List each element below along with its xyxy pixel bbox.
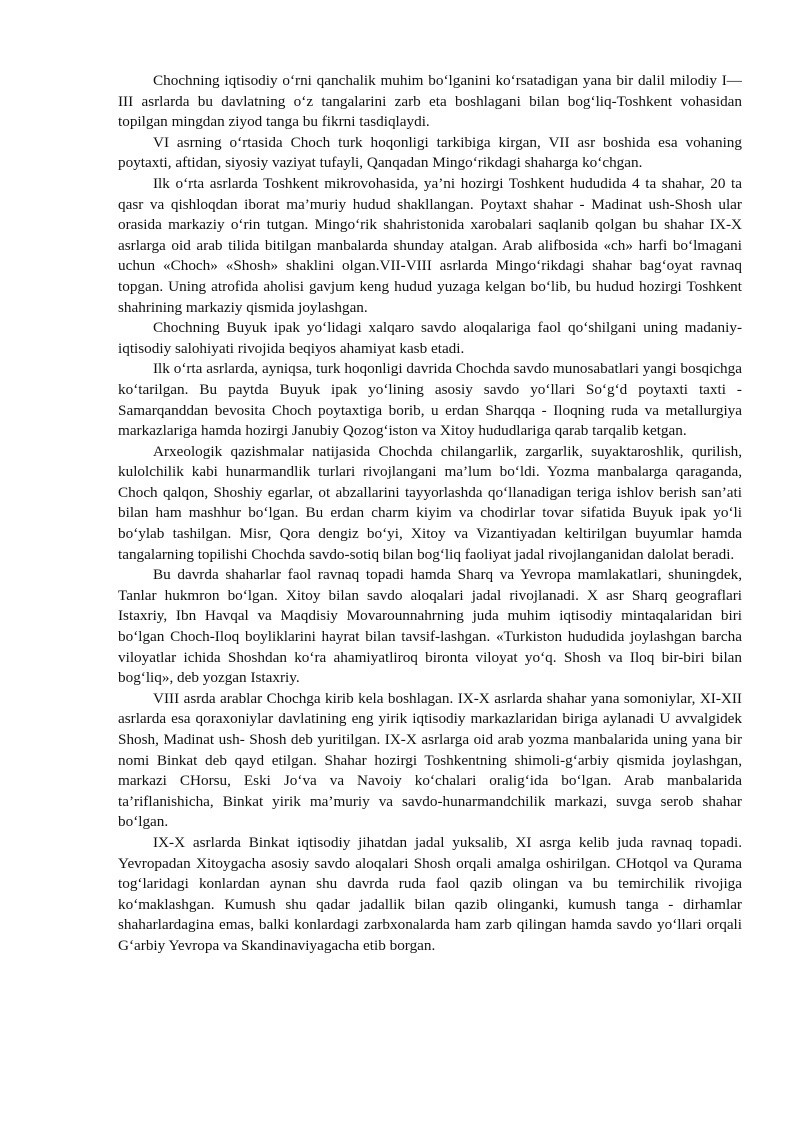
- paragraph-2: VI asrning o‘rtasida Choch turk hoqonligi tarkibiga kirgan, VII asr boshida esa vohaning poytaxti, aftidan, siyosiy vaziyat tufayli, Qanqadan Mingo‘rikdagi shaharga ko‘chgan.: [118, 133, 742, 172]
- paragraph-9: IX-X asrlarda Binkat iqtisodiy jihatdan jadal yuksalib, XI asrga kelib juda ravnaq topadi. Yevropadan Xitoygacha asosiy savdo aloqalari Shosh orqali amalga oshirilgan. CHotqol va Qurama tog‘laridagi konlardan aynan shu davrda ruda faol qazib olingan va bu temirchilik rivojiga ko‘maklashgan. Kumush shu qadar jadallik bilan qazib olinganki, kumush tanga - dirhamlar shaharlardagina emas, balki konlardagi zarbxonalarda ham zarb qilingan hamda savdo yo‘llari orqali G‘arbiy Yevropa va Skandinaviyagacha etib borgan.: [118, 833, 742, 954]
- paragraph-7: Bu davrda shaharlar faol ravnaq topadi hamda Sharq va Yevropa mamlakatlari, shuningdek, Tanlar hukmron bo‘lgan. Xitoy bilan savdo aloqalari jadal rivojlanadi. X asr Sharq geograflari Istaxriy, Ibn Havqal va Maqdisiy Movarounnahrning juda muhim iqtisodiy mintaqalaridan biri bo‘lgan Choch-Iloq boyliklarini hayrat bilan tavsif-lashgan. «Turkiston hududida joylashgan barcha viloyatlar ichida Shoshdan ko‘ra ahamiyatliroq bironta viloyat yo‘q. Shosh va Iloq bir-biri bilan bog‘liq», deb yozgan Istaxriy.: [118, 566, 742, 687]
- paragraph-6: Arxeologik qazishmalar natijasida Chochda chilangarlik, zargarlik, suyaktaroshlik, qurilish, kulolchilik kabi hunarmandlik turlari rivojlangani ma’lum bo‘ldi. Yozma manbalarga qaraganda, Choch qalqon, Shoshiy egarlar, ot abzallarini tayyorlashda qo‘llanadigan teriga ishlov berish san’ati bilan ham mashhur bo‘lgan. Bu erdan charm kiyim va chodirlar tovar sifatida Buyuk ipak yo‘li bo‘ylab tashilgan. Misr, Qora dengiz bo‘yi, Xitoy va Vizantiyadan keltirilgan buyumlar hamda tangalarning topilishi Chochda savdo-sotiq bilan bog‘liq faoliyat jadal rivojlanganidan dalolat beradi.: [118, 442, 742, 563]
- paragraph-8: VIII asrda arablar Chochga kirib kela boshlagan. IX-X asrlarda shahar yana somoniylar, XI-XII asrlarda esa qoraxoniylar davlatining eng yirik iqtisodiy markazlaridan biriga aylanadi U avvalgidek Shosh, Madinat ush- Shosh deb yuritilgan. IX-X asrlarga oid arab yozma manbalarida uning yana bir nomi Binkat deb qayd etilgan. Shahar hozirgi Toshkentning shimoli-g‘arbiy qismida joylashgan, markazi CHorsu, Eski Jo‘va va Navoiy ko‘chalari oralig‘ida bo‘lgan. Arab manbalarida ta’riflanishicha, Binkat yirik ma’muriy va savdo-hunarmandchilik markazi, suvga serob shahar bo‘lgan.: [118, 689, 742, 831]
- paragraph-1: Chochning iqtisodiy o‘rni qanchalik muhim bo‘lganini ko‘rsatadigan yana bir dalil milodiy I—III asrlarda bu davlatning o‘z tangalarini zarb eta boshlagani bilan bog‘liq-Toshkent vohasidan topilgan mingdan ziyod tanga bu fikrni tasdiqlaydi.: [118, 72, 742, 131]
- document-page: [118, 71, 742, 957]
- paragraph-5: Ilk o‘rta asrlarda, ayniqsa, turk hoqonligi davrida Chochda savdo munosabatlari yangi bosqichga ko‘tarilgan. Bu paytda Buyuk ipak yo‘lining asosiy savdo yo‘llari So‘g‘d poytaxti taxti - Samarqanddan bevosita Choch poytaxtiga borib, u erdan Sharqqa - Iloqning ruda va metallurgiya markazlariga hamda hozirgi Janubiy Qozog‘iston va Xitoy hududlariga qarab tarqalib ketgan.: [118, 360, 742, 440]
- paragraph-4: Chochning Buyuk ipak yo‘lidagi xalqaro savdo aloqalariga faol qo‘shilgani uning madaniy-iqtisodiy salohiyati rivojida beqiyos ahamiyat kasb etadi.: [118, 319, 742, 357]
- paragraph-3: Ilk o‘rta asrlarda Toshkent mikrovohasida, ya’ni hozirgi Toshkent hududida 4 ta shahar, 20 ta qasr va qishloqdan iborat ma’muriy hudud shakllangan. Poytaxt shahar - Madinat ush-Shosh ular orasida markaziy o‘rin tutgan. Mingo‘rik shahristonida xarobalari saqlanib qolgan bu shahar IX-X asrlarga oid arab tilida bitilgan manbalarda shunday atalgan. Arab alifbosida «ch» harfi bo‘lmagani uchun «Choch» «Shosh» shaklini olgan.VII-VIII asrlarda Mingo‘rikdagi shahar bag‘oyat ravnaq topgan. Uning atrofida aholisi gavjum keng hudud yuzaga kelgan bo‘lib, bu hudud hozirgi Toshkent shahrining markaziy qismida joylashgan.: [118, 174, 742, 316]
